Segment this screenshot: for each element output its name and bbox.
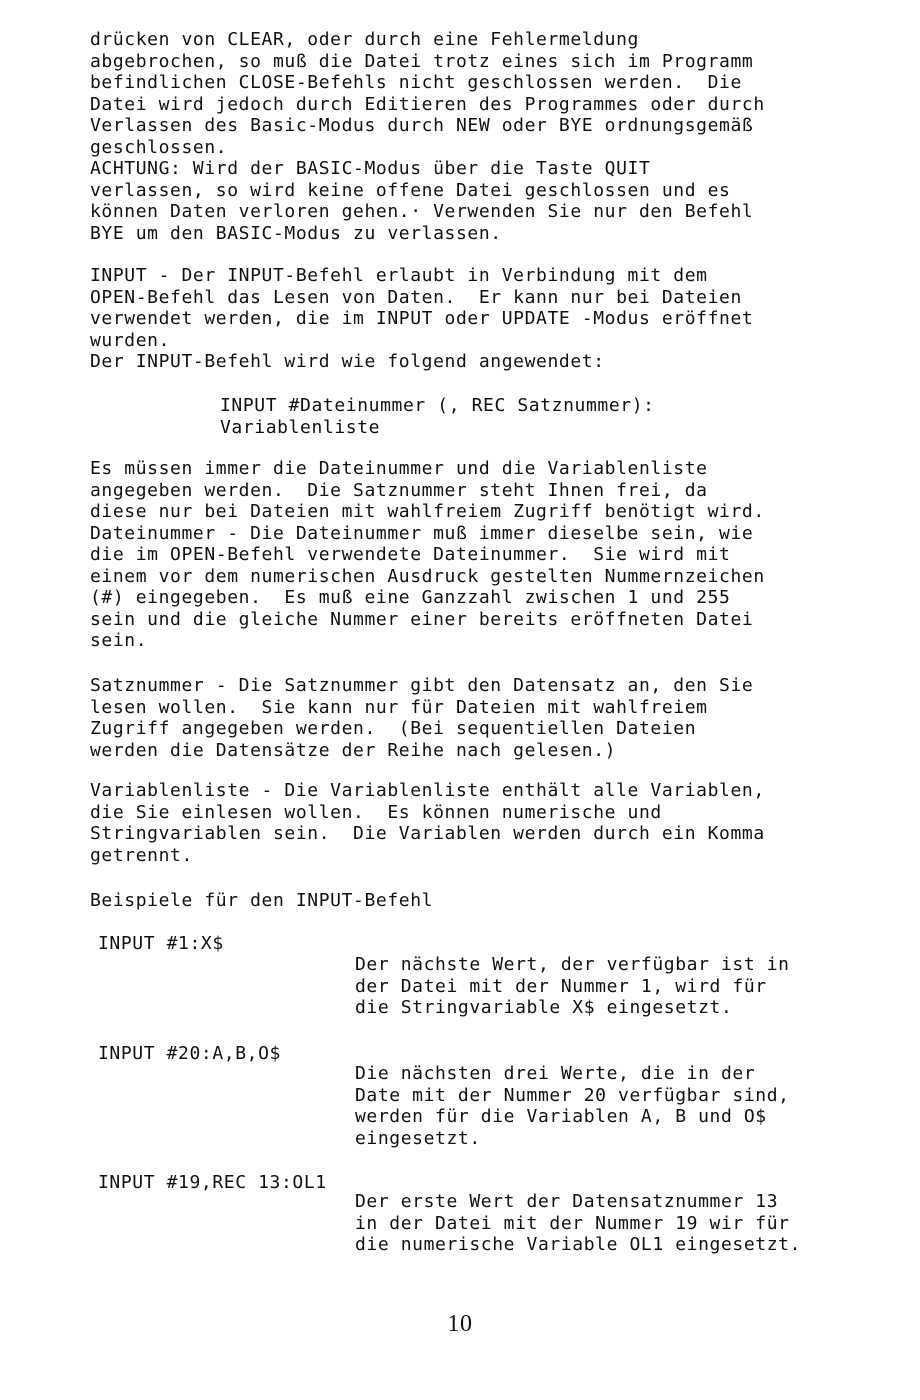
- text-line: Satznummer - Die Satznummer gibt den Datensatz an, den Sie: [90, 675, 754, 696]
- text-line: BYE um den BASIC-Modus zu verlassen.: [90, 222, 502, 244]
- text-line: werden für die Variablen A, B und O$: [355, 1106, 767, 1127]
- syntax-line: INPUT #Dateinummer (, REC Satznummer):: [220, 395, 655, 416]
- text-line: in der Datei mit der Nummer 19 wir für: [355, 1212, 790, 1234]
- text-line: angegeben werden. Die Satznummer steht Ihnen frei, da: [90, 479, 708, 501]
- text-line: Dateinummer - Die Dateinummer muß immer dieselbe sein, wie: [90, 522, 754, 544]
- example-description: [355, 1191, 875, 1256]
- examples-heading: [90, 890, 870, 912]
- text-line: Die nächsten drei Werte, die in der: [355, 1063, 756, 1084]
- text-line: getrennt.: [90, 844, 193, 866]
- text-line: verwendet werden, die im INPUT oder UPDATE -Modus eröffnet: [90, 308, 754, 329]
- syntax-line: Variablenliste: [220, 416, 381, 438]
- example-command: INPUT #19,REC 13:OL1: [98, 1172, 327, 1193]
- paragraph-input-intro: [90, 265, 870, 373]
- text-line: INPUT - Der INPUT-Befehl erlaubt in Verbindung mit dem: [90, 265, 708, 286]
- text-line: eingesetzt.: [355, 1127, 481, 1149]
- text-line: Stringvariablen sein. Die Variablen werden durch ein Komma: [90, 823, 765, 844]
- text-line: Datei wird jedoch durch Editieren des Programmes oder durch: [90, 93, 765, 115]
- text-line: Der nächste Wert, der verfügbar ist in: [355, 954, 790, 975]
- text-line: die im OPEN-Befehl verwendete Dateinummer. Sie wird mit: [90, 544, 731, 565]
- text-line: Der erste Wert der Datensatznummer 13: [355, 1191, 779, 1212]
- text-line: wurden.: [90, 329, 171, 351]
- syntax-block: [220, 395, 920, 438]
- text-line: werden die Datensätze der Reihe nach gelesen.): [90, 739, 617, 761]
- text-line: drücken von CLEAR, oder durch eine Fehlermeldung: [90, 29, 639, 50]
- paragraph-dateinummer: [90, 458, 870, 652]
- example-command: INPUT #20:A,B,O$: [98, 1043, 281, 1064]
- text-line: (#) eingegeben. Es muß eine Ganzzahl zwischen 1 und 255: [90, 587, 731, 608]
- example-description: [355, 954, 875, 1019]
- text-line: lesen wollen. Sie kann nur für Dateien mit wahlfreiem: [90, 696, 708, 718]
- text-line: Der INPUT-Befehl wird wie folgend angewendet:: [90, 351, 605, 372]
- example-description: [355, 1063, 875, 1149]
- paragraph-variablenliste: [90, 780, 870, 866]
- text-line: verlassen, so wird keine offene Datei geschlossen und es: [90, 179, 731, 201]
- text-line: die Sie einlesen wollen. Es können numerische und: [90, 801, 662, 823]
- text-line: OPEN-Befehl das Lesen von Daten. Er kann nur bei Dateien: [90, 286, 742, 308]
- text-line: Verlassen des Basic-Modus durch NEW oder BYE ordnungsgemäß: [90, 115, 754, 136]
- text-line: befindlichen CLOSE-Befehls nicht geschlossen werden. Die: [90, 72, 742, 93]
- page-number: 10: [447, 1311, 473, 1337]
- text-line: Date mit der Nummer 20 verfügbar sind,: [355, 1084, 790, 1106]
- text-line: der Datei mit der Nummer 1, wird für: [355, 975, 767, 997]
- text-line: ACHTUNG: Wird der BASIC-Modus über die Taste QUIT: [90, 158, 651, 179]
- text-line: einem vor dem numerischen Ausdruck gestelten Nummernzeichen: [90, 565, 765, 587]
- text-line: die Stringvariable X$ eingesetzt.: [355, 997, 733, 1018]
- text-line: Variablenliste - Die Variablenliste enthält alle Variablen,: [90, 780, 765, 801]
- text-line: sein und die gleiche Nummer einer bereits eröffneten Datei: [90, 608, 754, 630]
- text-line: diese nur bei Dateien mit wahlfreiem Zugriff benötigt wird.: [90, 501, 765, 522]
- text-line: geschlossen.: [90, 136, 228, 158]
- heading-line: Beispiele für den INPUT-Befehl: [90, 890, 434, 911]
- text-line: Zugriff angegeben werden. (Bei sequentiellen Dateien: [90, 718, 697, 739]
- paragraph-satznummer: [90, 675, 870, 761]
- paragraph-close-continued: [90, 29, 870, 244]
- text-line: abgebrochen, so muß die Datei trotz eines sich im Programm: [90, 50, 754, 72]
- text-line: Es müssen immer die Dateinummer und die Variablenliste: [90, 458, 708, 479]
- text-line: sein.: [90, 630, 148, 651]
- text-line: können Daten verloren gehen.· Verwenden Sie nur den Befehl: [90, 201, 754, 222]
- text-line: die numerische Variable OL1 eingesetzt.: [355, 1234, 802, 1255]
- example-command: INPUT #1:X$: [98, 933, 224, 954]
